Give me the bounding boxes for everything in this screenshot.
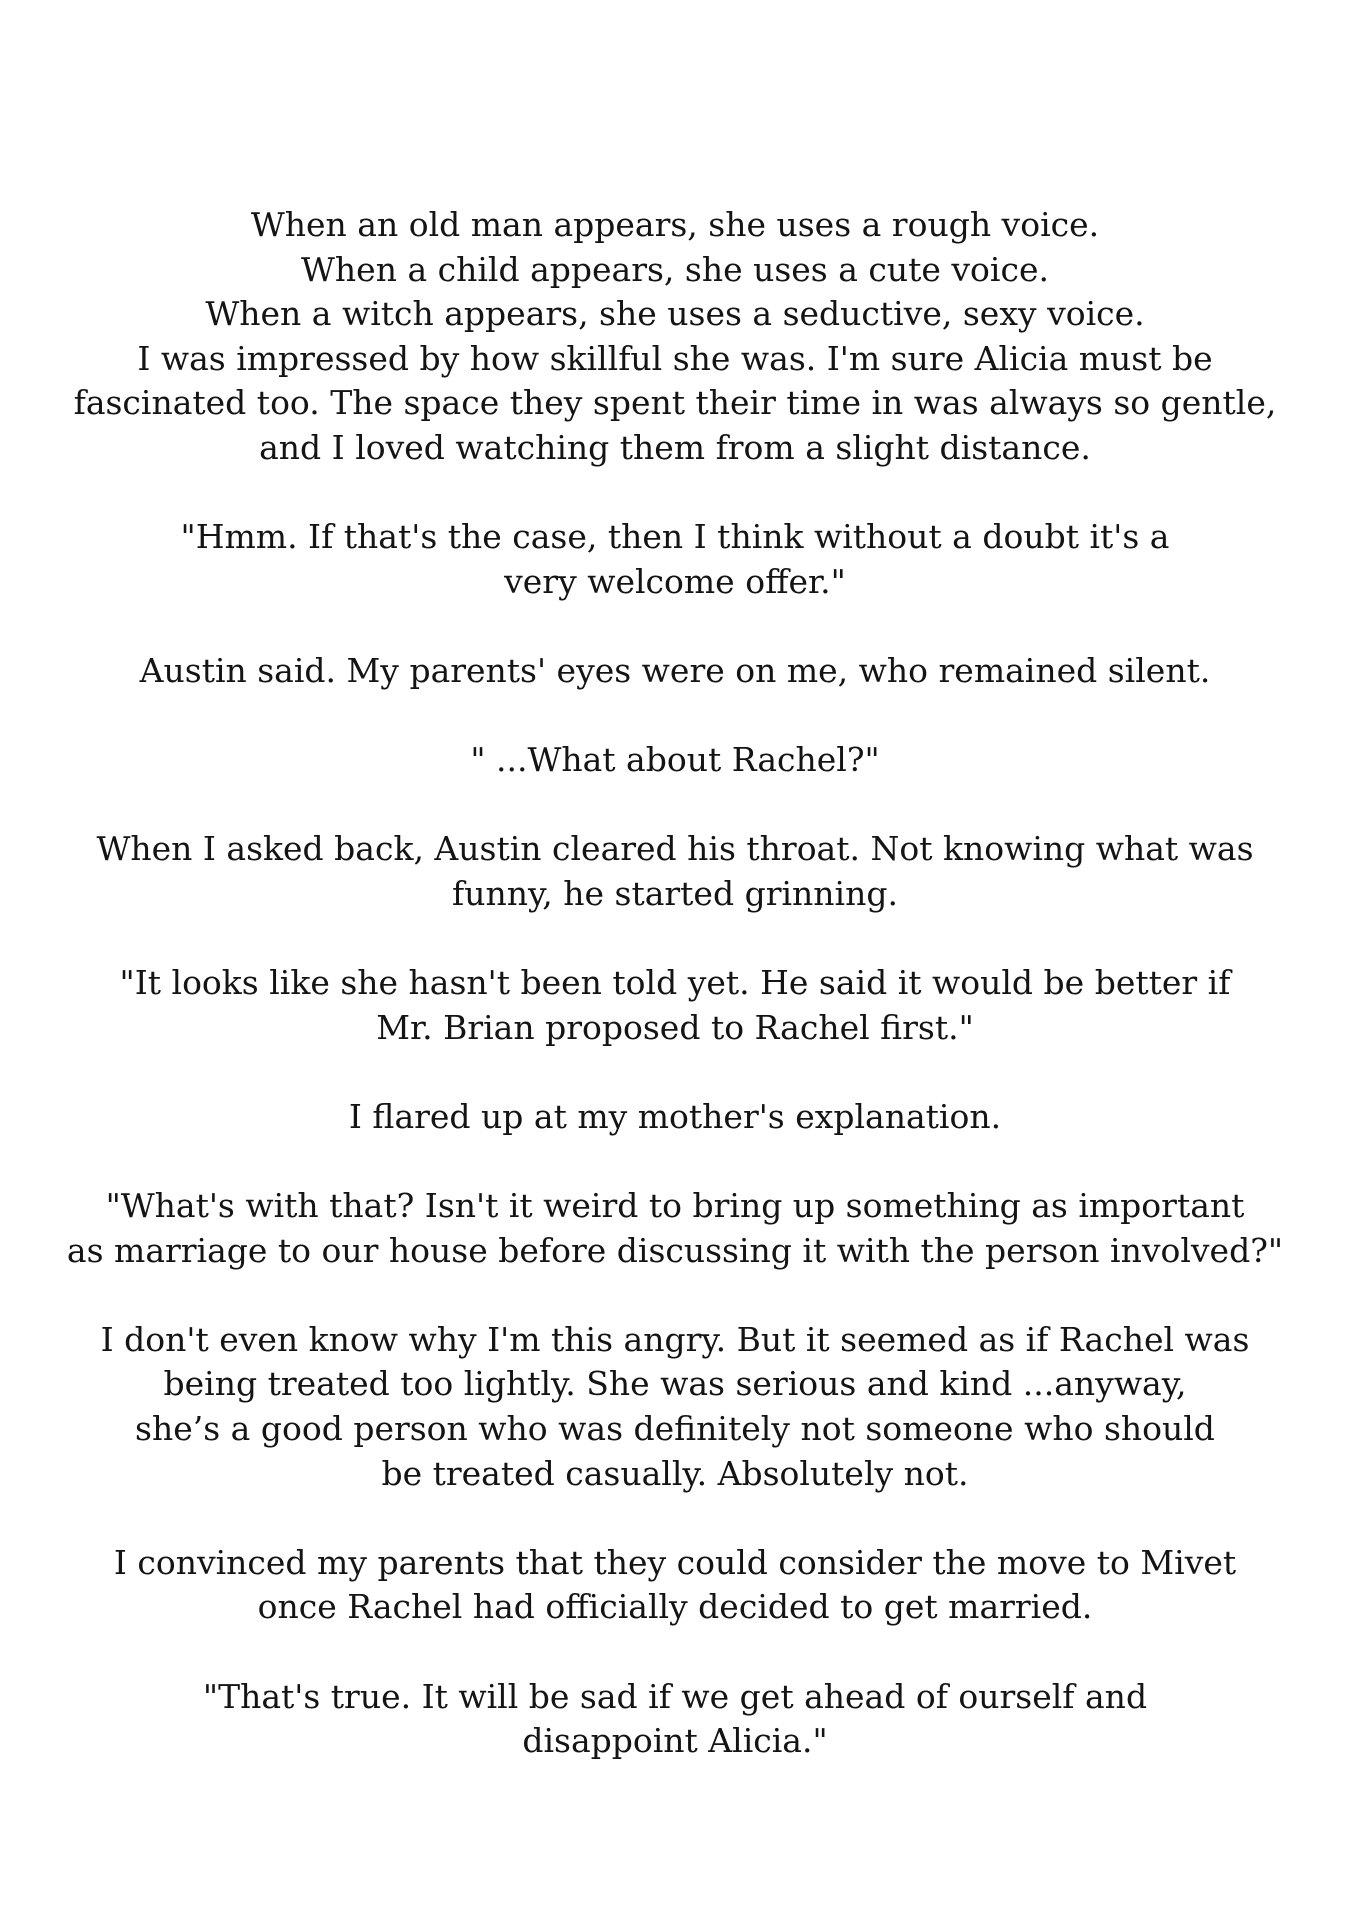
text-line: "Hmm. If that's the case, then I think without a doubt it's a <box>180 517 1170 557</box>
text-line: being treated too lightly. She was serious and kind ...anyway, <box>163 1364 1187 1404</box>
text-line: "What's with that? Isn't it weird to bring up something as important <box>105 1186 1245 1226</box>
text-line: as marriage to our house before discussing it with the person involved?" <box>66 1230 1284 1270</box>
text-line: When an old man appears, she uses a rough voice. <box>250 205 1100 244</box>
text-line: I flared up at my mother's explanation. <box>348 1096 1002 1136</box>
paragraph-7 <box>0 1095 1350 1140</box>
text-line: funny, he started grinning. <box>452 873 898 913</box>
text-line: be treated casually. Absolutely not. <box>381 1453 969 1493</box>
paragraph-9 <box>0 1318 1350 1496</box>
text-line: very welcome offer." <box>504 561 846 601</box>
text-line: disappoint Alicia." <box>522 1721 828 1761</box>
text-line: When a witch appears, she uses a seductive, sexy voice. <box>205 294 1145 334</box>
text-line: "It looks like she hasn't been told yet. He said it would be better if <box>119 963 1231 1003</box>
page-text <box>0 203 1350 1808</box>
paragraph-10 <box>0 1541 1350 1630</box>
text-line: I was impressed by how skillful she was. I'm sure Alicia must be <box>137 338 1213 378</box>
text-line: When I asked back, Austin cleared his throat. Not knowing what was <box>96 829 1254 869</box>
paragraph-2 <box>0 515 1350 604</box>
paragraph-4 <box>0 738 1350 783</box>
text-line: and I loved watching them from a slight distance. <box>259 427 1091 467</box>
text-line: I don't even know why I'm this angry. But it seemed as if Rachel was <box>100 1319 1250 1359</box>
text-line: "That's true. It will be sad if we get ahead of ourself and <box>202 1676 1148 1716</box>
text-line: Austin said. My parents' eyes were on me, who remained silent. <box>139 650 1211 690</box>
paragraph-11 <box>0 1675 1350 1764</box>
paragraph-1 <box>0 203 1350 471</box>
paragraph-6 <box>0 961 1350 1050</box>
text-line: I convinced my parents that they could consider the move to Mivet <box>113 1542 1237 1582</box>
text-line: once Rachel had officially decided to get married. <box>257 1587 1093 1627</box>
text-line: Mr. Brian proposed to Rachel first." <box>376 1007 974 1047</box>
paragraph-3 <box>0 649 1350 694</box>
text-line: " ...What about Rachel?" <box>470 740 880 780</box>
text-line: When a child appears, she uses a cute voice. <box>301 249 1049 289</box>
text-line: she’s a good person who was definitely not someone who should <box>135 1409 1215 1449</box>
text-line: fascinated too. The space they spent their time in was always so gentle, <box>73 383 1277 423</box>
paragraph-8 <box>0 1184 1350 1273</box>
paragraph-5 <box>0 827 1350 916</box>
